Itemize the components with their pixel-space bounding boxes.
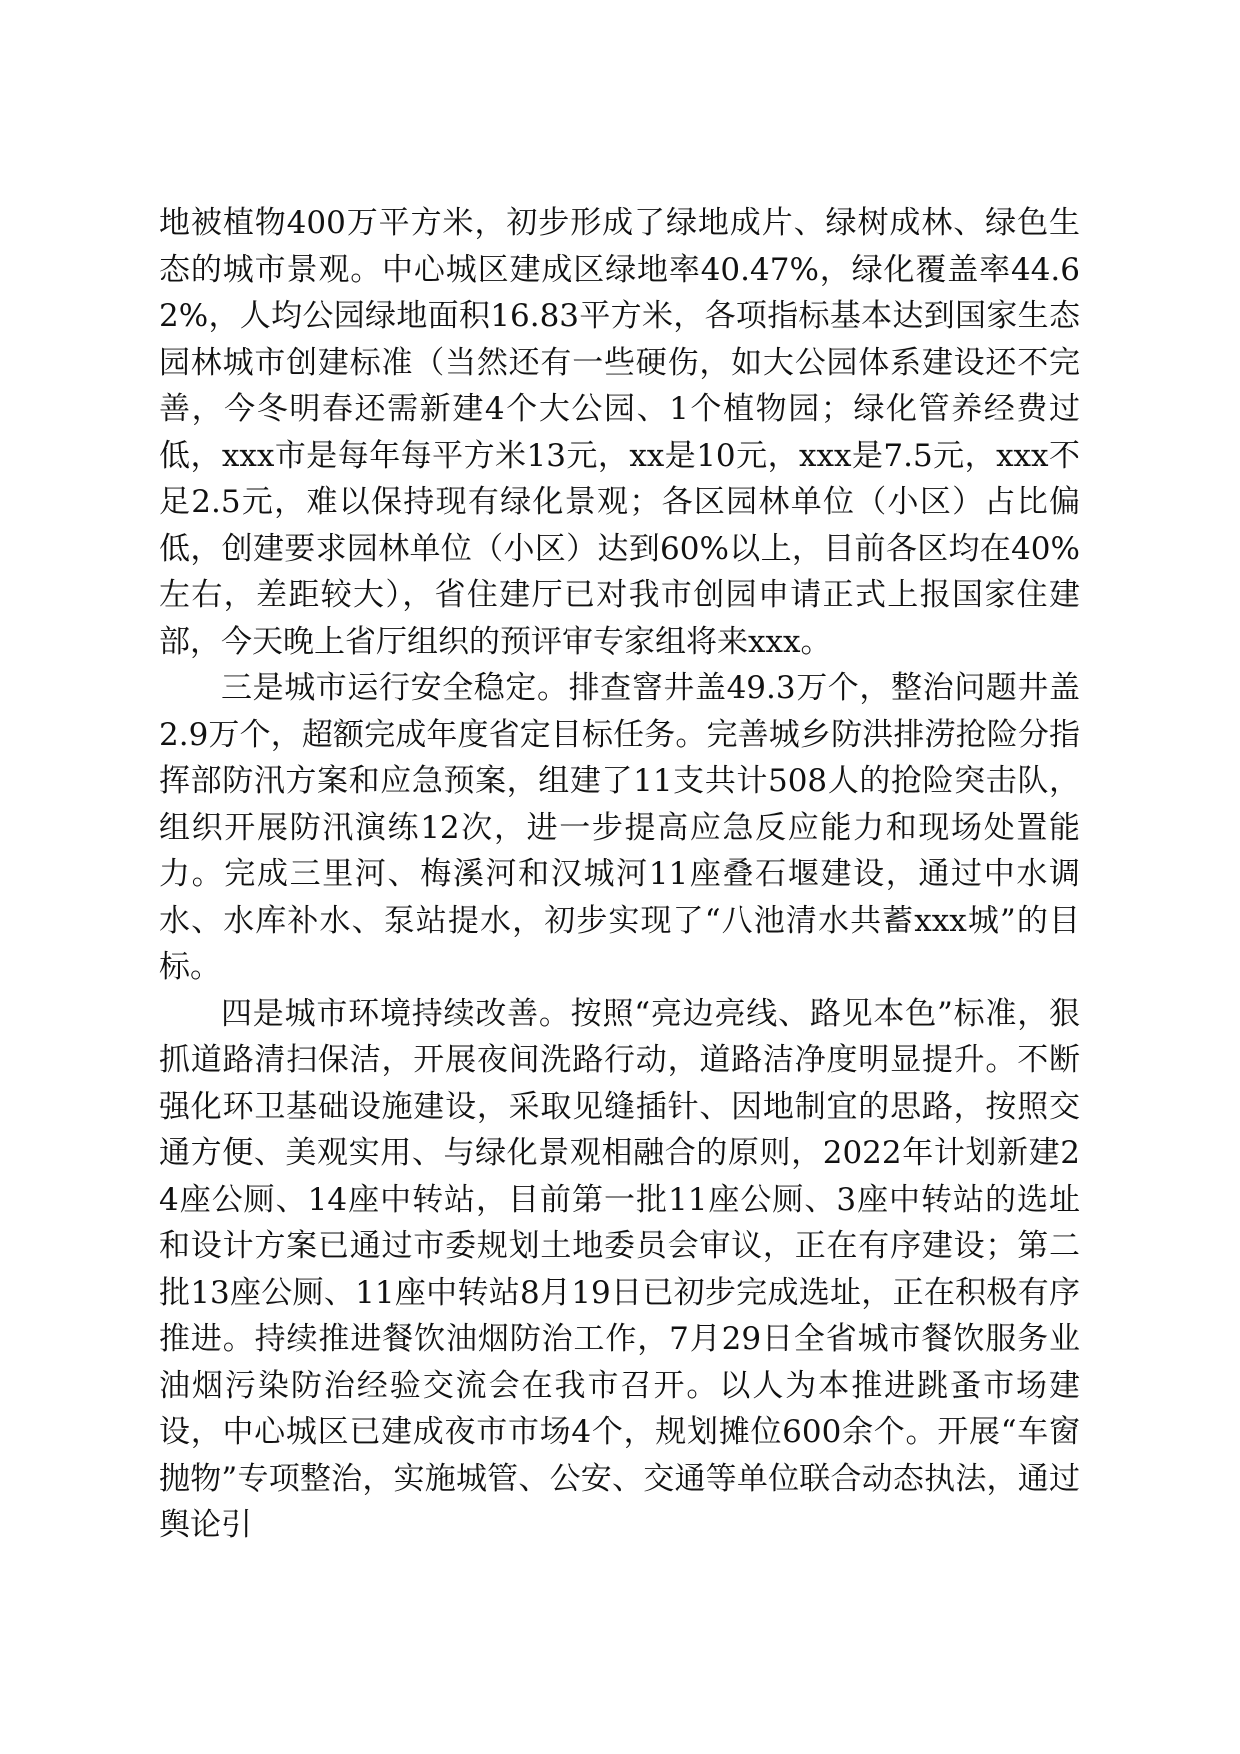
paragraph-city-environment: 四是城市环境持续改善。按照“亮边亮线、路见本色”标准，狠抓道路清扫保洁，开展夜间洗路行动，道路洁净度明显提升。不断强化环卫基础设施建设，采取见缝插针、因地制宜的思路，按照交通方便、美观实用、与绿化景观相融合的原则，2022年计划新建24座公厕、14座中转站，目前第一批11座公厕、3座中转站的选址和设计方案已通过市委规划土地委员会审议，正在有序建设；第二批13座公厕、11座中转站8月19日已初步完成选址，正在积极有序推进。持续推进餐饮油烟防治工作，7月29日全省城市餐饮服务业油烟污染防治经验交流会在我市召开。以人为本推进跳蚤市场建设，中心城区已建成夜市市场4个，规划摊位600余个。开展“车窗抛物”专项整治，实施城管、公安、交通等单位联合动态执法，通过舆论引 — [159, 995, 1080, 1543]
body-text — [159, 200, 1080, 1549]
paragraph-greening: 地被植物400万平方米，初步形成了绿地成片、绿树成林、绿色生态的城市景观。中心城区建成区绿地率40.47%，绿化覆盖率44.62%，人均公园绿地面积16.83平方米，各项指标基本达到国家生态园林城市创建标准（当然还有一些硬伤，如大公园体系建设还不完善，今冬明春还需新建4个大公园、1个植物园；绿化管养经费过低，xxx市是每年每平方米13元，xx是10元，xxx是7.5元，xxx不足2.5元，难以保持现有绿化景观；各区园林单位（小区）占比偏低，创建要求园林单位（小区）达到60%以上，目前各区均在40%左右，差距较大），省住建厅已对我市创园申请正式上报国家住建部，今天晚上省厅组织的预评审专家组将来xxx。 — [159, 205, 1080, 660]
paragraph-city-safety: 三是城市运行安全稳定。排查窨井盖49.3万个，整治问题井盖2.9万个，超额完成年度省定目标任务。完善城乡防洪排涝抢险分指挥部防汛方案和应急预案，组建了11支共计508人的抢险突击队，组织开展防汛演练12次，进一步提高应急反应能力和现场处置能力。完成三里河、梅溪河和汉城河11座叠石堰建设，通过中水调水、水库补水、泵站提水，初步实现了“八池清水共蓄xxx城”的目标。 — [159, 670, 1080, 985]
